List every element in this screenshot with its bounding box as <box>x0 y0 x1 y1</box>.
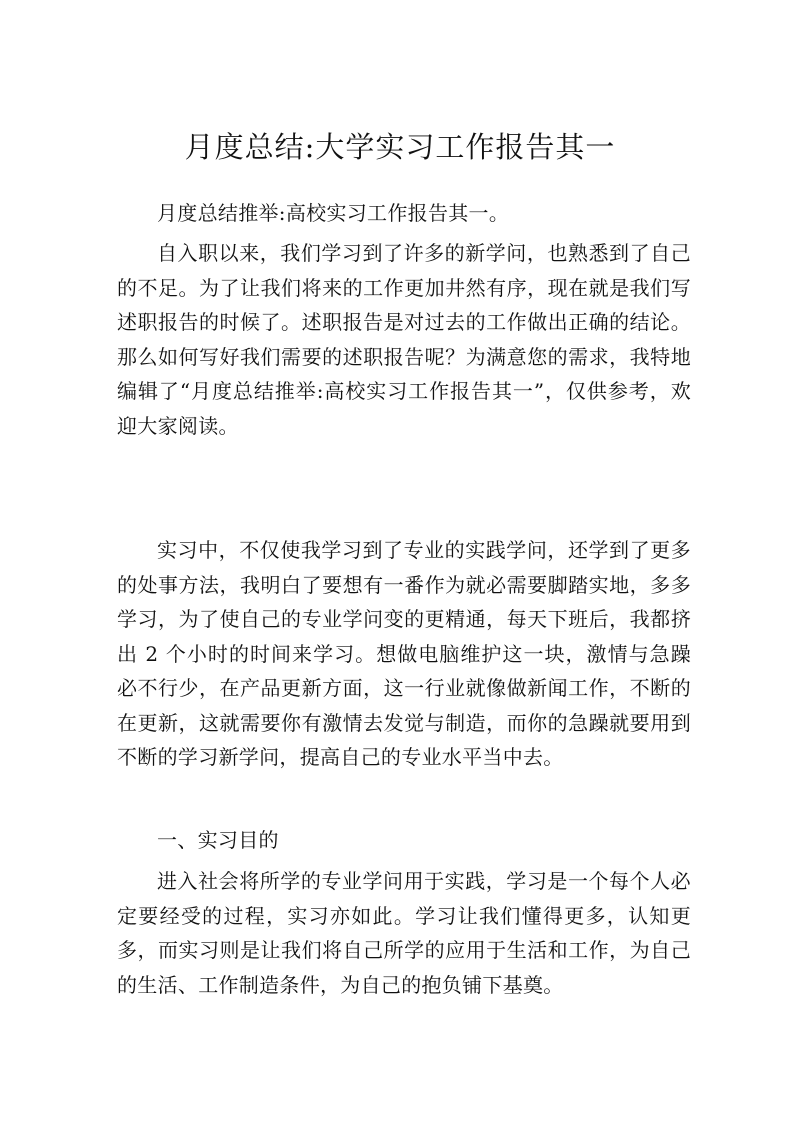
section-heading: 一、实习目的 <box>157 828 279 852</box>
body-paragraph-2: 实习中，不仅使我学习到了专业的实践学问，还学到了更多的处事方法，我明白了要想有一番作为就必需要脚踏实地，多多学习，为了使自己的专业学问变的更精通，每天下班后，我都挤出 2 个小时的时间来学习。想做电脑维护这一块，激情与急躁必不行少，在产品更新方面，这一行业就像做新闻工作，不断的在更新，这就需要你有激情去发觉与制造，而你的急躁就要用到不断的学习新学问，提高自己的专业水平当中去。 <box>117 538 691 769</box>
document-title: 月度总结:大学实习工作报告其一 <box>184 130 616 164</box>
body-paragraph-1: 自入职以来，我们学习到了许多的新学问，也熟悉到了自己的不足。为了让我们将来的工作更加井然有序，现在就是我们写述职报告的时候了。述职报告是对过去的工作做出正确的结论。那么如何写好我们需要的述职报告呢？为满意您的需求，我特地编辑了“月度总结推举:高校实习工作报告其一”，仅供参考，欢迎大家阅读。 <box>117 241 691 438</box>
body-paragraph-3: 进入社会将所学的专业学问用于实践，学习是一个每个人必定要经受的过程，实习亦如此。学习让我们懂得更多，认知更多，而实习则是让我们将自己所学的应用于生活和工作，为自己的生活、工作制造条件，为自己的抱负铺下基奠。 <box>117 869 691 997</box>
intro-paragraph: 月度总结推举:高校实习工作报告其一。 <box>157 201 510 225</box>
